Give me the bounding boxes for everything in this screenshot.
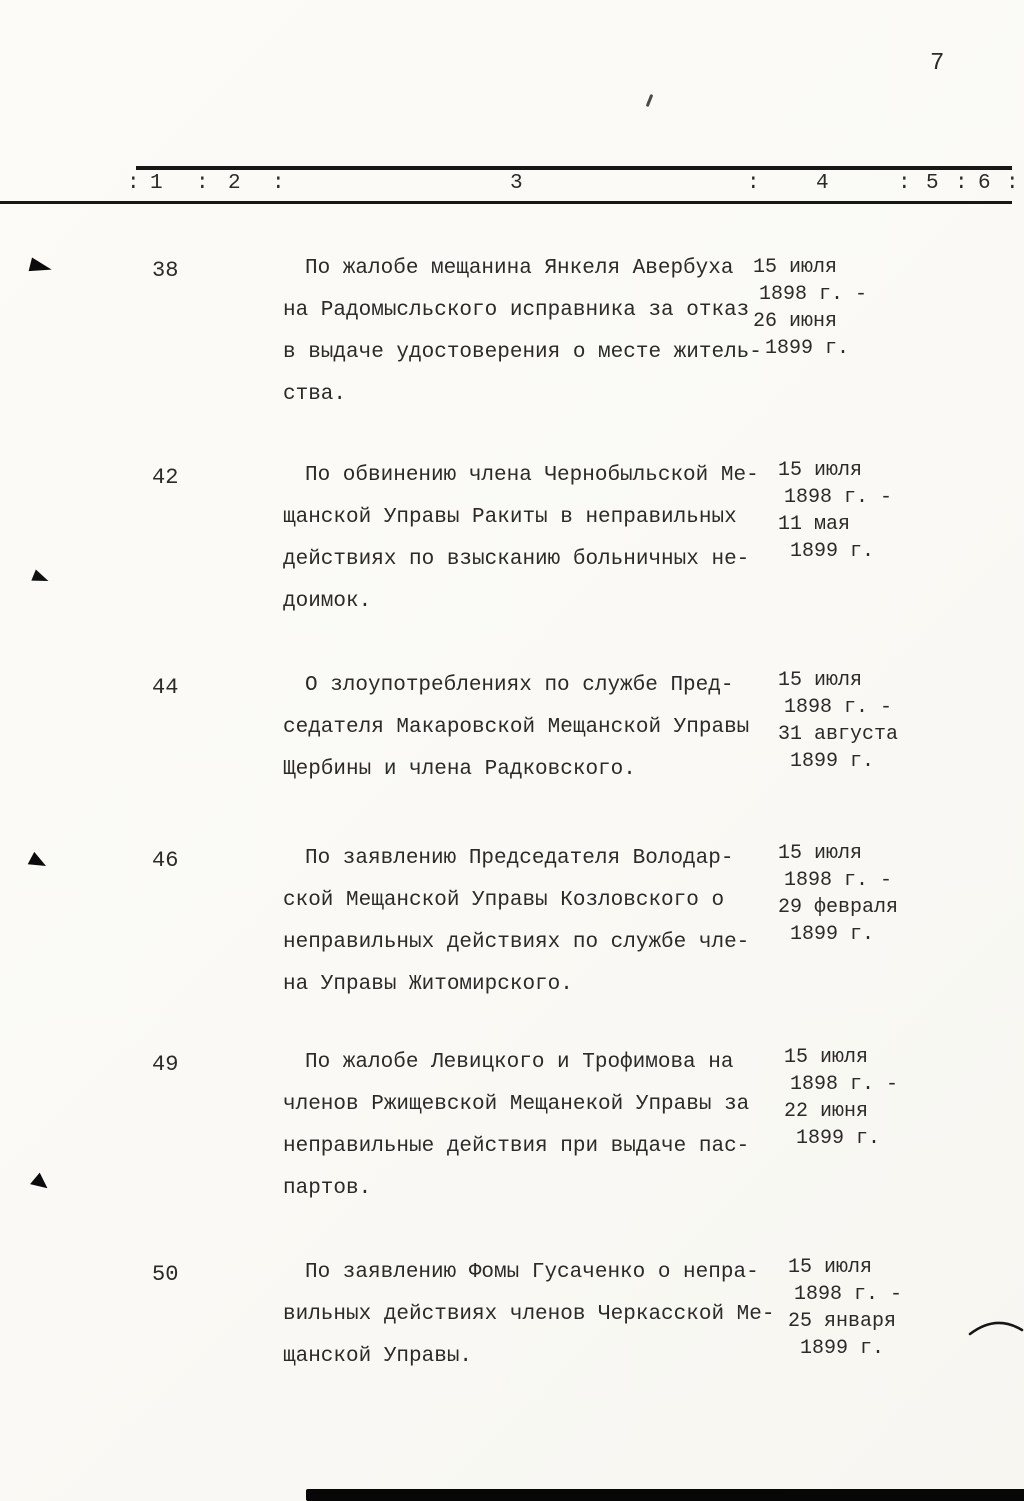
entry-text-line: партов. <box>283 1177 372 1200</box>
entry-dates <box>778 457 1018 565</box>
entry-text-line: ства. <box>283 383 347 406</box>
table-header-rule-top <box>136 166 1012 170</box>
entry-text-line: По жалобе мещанина Янкеля Авербуха <box>305 257 734 280</box>
date-line: 1898 г. - <box>790 1073 899 1096</box>
column-separator: : <box>196 172 209 195</box>
ink-mark <box>29 258 54 277</box>
entry-text <box>283 455 783 623</box>
column-header-2: 2 <box>228 172 241 195</box>
entry-number: 49 <box>152 1052 179 1077</box>
entry-number: 44 <box>152 675 179 700</box>
date-line: 25 января <box>788 1310 897 1333</box>
column-separator: : <box>955 172 968 195</box>
entry-text-line: неправильные действия при выдаче пас- <box>283 1135 750 1158</box>
entry-dates <box>753 254 993 362</box>
pen-curve-mark <box>968 1320 1024 1342</box>
date-line: 1898 г. - <box>784 869 893 892</box>
date-line: 15 июля <box>778 669 863 692</box>
date-line: 1899 г. <box>790 923 875 946</box>
entry-text <box>283 1042 783 1210</box>
entry-text <box>283 665 783 791</box>
ink-speck <box>646 94 654 107</box>
date-line: 1899 г. <box>800 1337 885 1360</box>
date-line: 1899 г. <box>790 750 875 773</box>
ink-mark <box>31 569 50 586</box>
date-line: 22 июня <box>784 1100 869 1123</box>
entry-number: 38 <box>152 258 179 283</box>
date-line: 15 июля <box>778 459 863 482</box>
entry-text-line: неправильных действиях по службе чле- <box>283 931 750 954</box>
date-line: 1898 г. - <box>759 283 868 306</box>
entry-text <box>283 1252 783 1378</box>
entry-text-line: ской Мещанской Управы Козловского о <box>283 889 725 912</box>
entry-text-line: щанской Управы Ракиты в неправильных <box>283 506 737 529</box>
column-separator: : <box>272 172 285 195</box>
column-separator: : <box>747 172 760 195</box>
entry-text <box>283 838 783 1006</box>
entry-text-line: на Управы Житомирского. <box>283 973 573 996</box>
column-separator: : <box>1006 172 1019 195</box>
entry-text-line: членов Ржищевской Мещанекой Управы за <box>283 1093 750 1116</box>
date-line: 15 июля <box>784 1046 869 1069</box>
column-header-6: 6 <box>978 172 991 195</box>
entry-text-line: седателя Макаровской Мещанской Управы <box>283 716 750 739</box>
entry-dates <box>788 1254 1024 1362</box>
date-line: 1898 г. - <box>794 1283 903 1306</box>
date-line: 29 февраля <box>778 896 899 919</box>
date-line: 26 июня <box>753 310 838 333</box>
date-line: 1899 г. <box>765 337 850 360</box>
entry-number: 46 <box>152 848 179 873</box>
date-line: 15 июля <box>753 256 838 279</box>
entry-text-line: действиях по взысканию больничных не- <box>283 548 750 571</box>
date-line: 11 мая <box>778 513 851 536</box>
entry-number: 50 <box>152 1262 179 1287</box>
entry-number: 42 <box>152 465 179 490</box>
entry-dates <box>784 1044 1024 1152</box>
scan-edge-bar <box>306 1489 1024 1501</box>
entry-dates <box>778 840 1018 948</box>
column-header-3: 3 <box>510 172 523 195</box>
date-line: 1899 г. <box>790 540 875 563</box>
date-line: 1898 г. - <box>784 486 893 509</box>
entry-text-line: По обвинению члена Чернобыльской Ме- <box>305 464 759 487</box>
entry-text-line: доимок. <box>283 590 372 613</box>
column-separator: : <box>127 172 140 195</box>
ink-mark <box>28 852 50 872</box>
entry-text-line: щанской Управы. <box>283 1345 473 1368</box>
column-header-1: 1 <box>150 172 163 195</box>
entry-text-line: Щербины и члена Радковского. <box>283 758 636 781</box>
entry-dates <box>778 667 1018 775</box>
date-line: 15 июля <box>788 1256 873 1279</box>
date-line: 1899 г. <box>796 1127 881 1150</box>
entry-text-line: По заявлению Председателя Володар- <box>305 847 734 870</box>
entry-text-line: По жалобе Левицкого и Трофимова на <box>305 1051 734 1074</box>
entry-text-line: на Радомысльского исправника за отказ <box>283 299 750 322</box>
column-header-4: 4 <box>816 172 829 195</box>
ink-mark <box>30 1173 52 1195</box>
entry-text-line: в выдаче удостоверения о месте житель- <box>283 341 762 364</box>
column-separator: : <box>898 172 911 195</box>
table-header-rule-bottom <box>0 201 1012 204</box>
date-line: 15 июля <box>778 842 863 865</box>
entry-text-line: О злоупотреблениях по службе Пред- <box>305 674 734 697</box>
page-number: 7 <box>930 50 946 77</box>
entry-text-line: По заявлению Фомы Гусаченко о непра- <box>305 1261 759 1284</box>
column-header-5: 5 <box>926 172 939 195</box>
date-line: 1898 г. - <box>784 696 893 719</box>
entry-text-line: вильных действиях членов Черкасской Ме- <box>283 1303 775 1326</box>
date-line: 31 августа <box>778 723 899 746</box>
entry-text <box>283 248 783 416</box>
